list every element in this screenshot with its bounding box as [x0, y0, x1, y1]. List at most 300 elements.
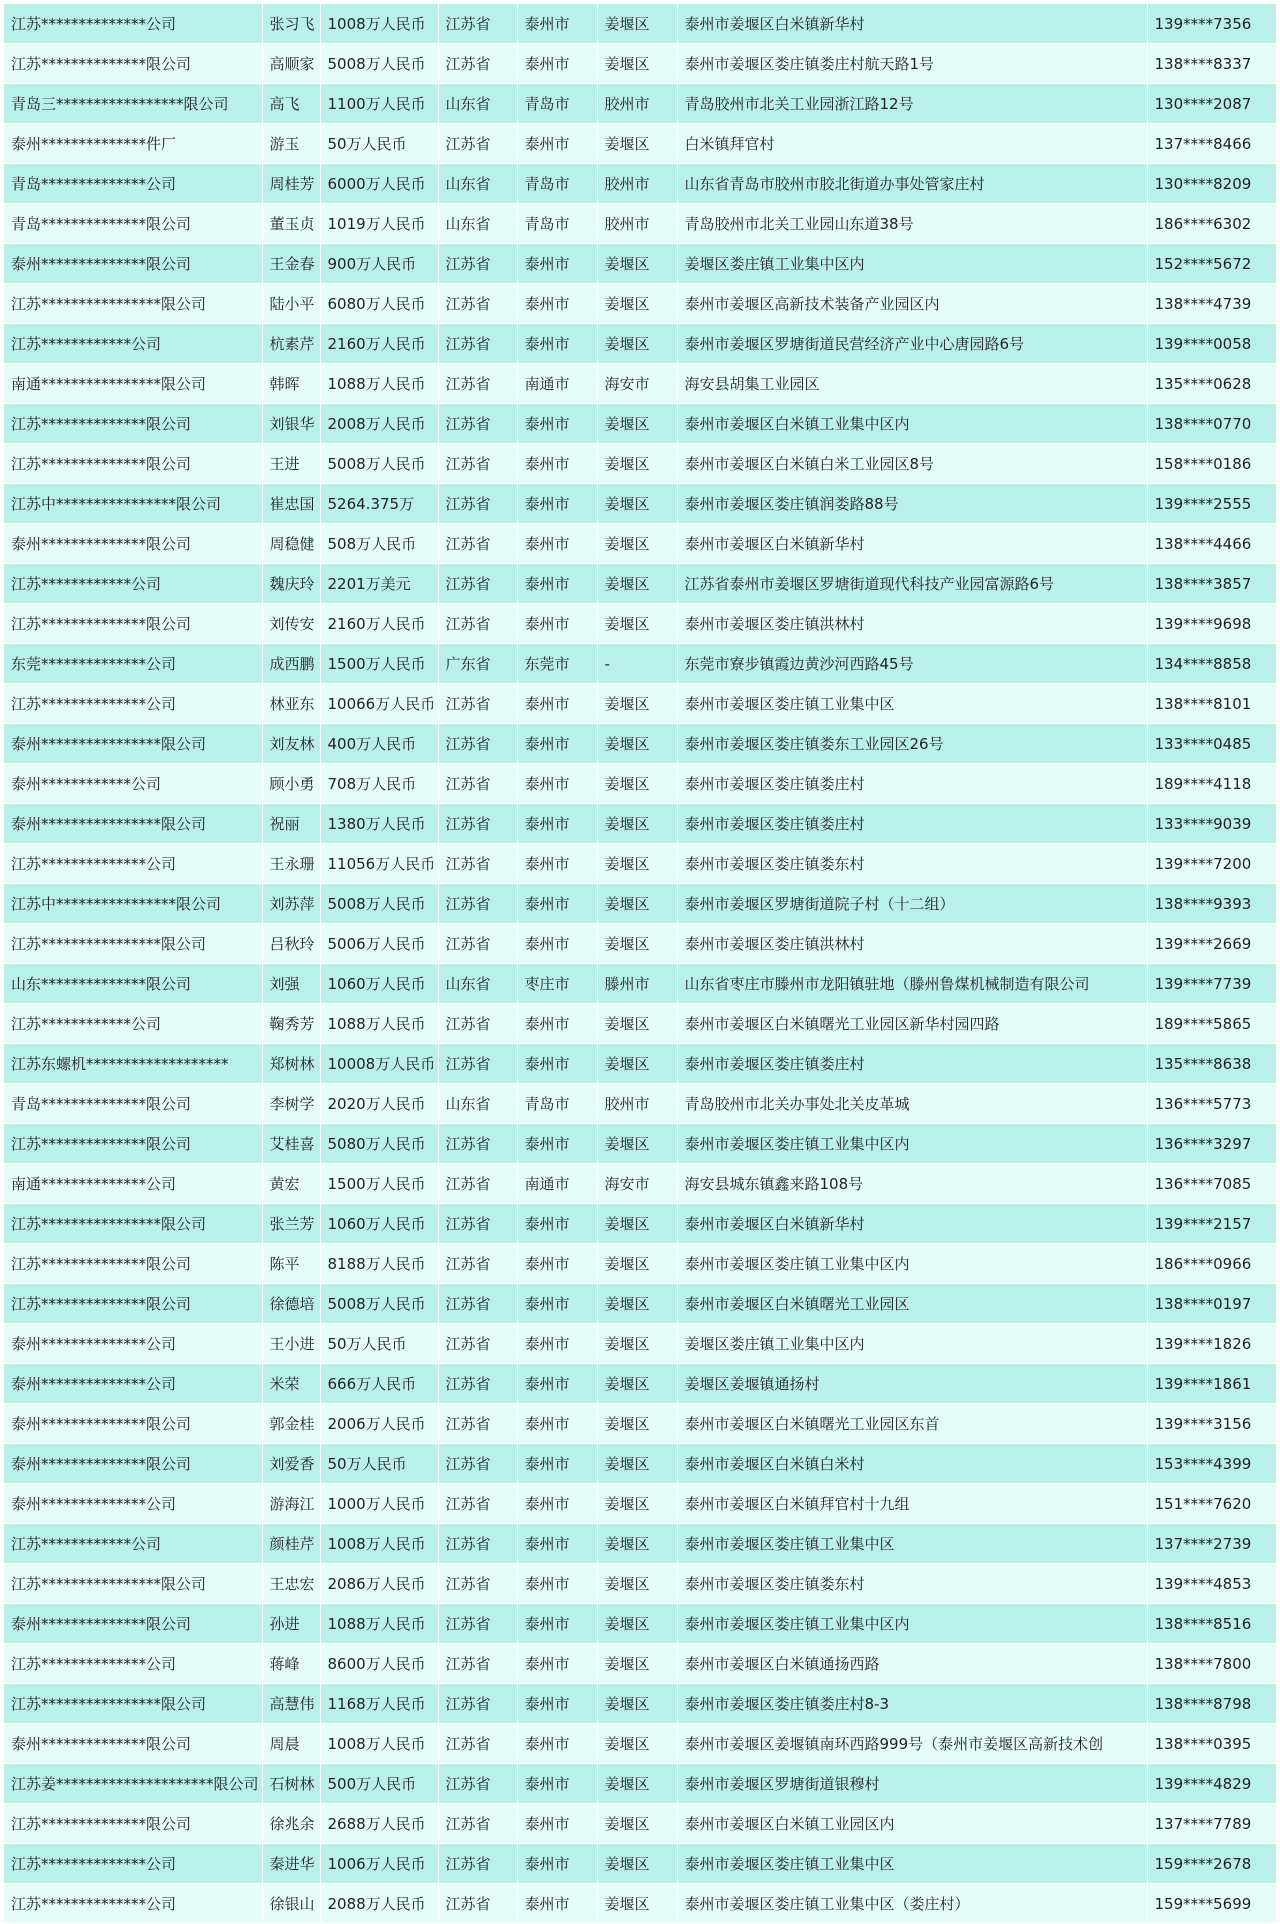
- district-cell: 姜堰区: [597, 1484, 677, 1524]
- address-cell: 泰州市姜堰区罗塘街道民营经济产业中心唐园路6号: [677, 324, 1147, 364]
- contact-name-cell: 王金春: [262, 244, 320, 284]
- phone-cell: 186****6302: [1147, 204, 1276, 244]
- province-cell: 江苏省: [438, 1324, 517, 1364]
- address-cell: 泰州市姜堰区娄庄镇工业集中区: [677, 684, 1147, 724]
- city-cell: 泰州市: [517, 924, 597, 964]
- province-cell: 江苏省: [438, 404, 517, 444]
- table-row: [4, 1324, 1276, 1364]
- address-cell: 泰州市姜堰区娄庄镇工业集中区（娄庄村）: [677, 1884, 1147, 1924]
- province-cell: 江苏省: [438, 1724, 517, 1764]
- contact-name-cell: 王进: [262, 444, 320, 484]
- table-row: [4, 1084, 1276, 1124]
- district-cell: 姜堰区: [597, 1404, 677, 1444]
- registered-capital-cell: 2006万人民币: [320, 1404, 438, 1444]
- registered-capital-cell: 2088万人民币: [320, 1884, 438, 1924]
- district-cell: 姜堰区: [597, 1124, 677, 1164]
- address-cell: 泰州市姜堰区娄庄镇娄东村: [677, 1564, 1147, 1604]
- registered-capital-cell: 5080万人民币: [320, 1124, 438, 1164]
- address-cell: 山东省枣庄市滕州市龙阳镇驻地（滕州鲁煤机械制造有限公司: [677, 964, 1147, 1004]
- phone-cell: 130****8209: [1147, 164, 1276, 204]
- table-row: [4, 1204, 1276, 1244]
- district-cell: 姜堰区: [597, 124, 677, 164]
- phone-cell: 138****0770: [1147, 404, 1276, 444]
- city-cell: 泰州市: [517, 284, 597, 324]
- registered-capital-cell: 1088万人民币: [320, 1604, 438, 1644]
- phone-cell: 139****1826: [1147, 1324, 1276, 1364]
- city-cell: 泰州市: [517, 1724, 597, 1764]
- registered-capital-cell: 2201万美元: [320, 564, 438, 604]
- city-cell: 泰州市: [517, 1404, 597, 1444]
- district-cell: 姜堰区: [597, 724, 677, 764]
- company-name-cell: 江苏************公司: [4, 324, 262, 364]
- company-name-cell: 泰州**************限公司: [4, 1444, 262, 1484]
- table-row: [4, 1884, 1276, 1924]
- registered-capital-cell: 500万人民币: [320, 1764, 438, 1804]
- table-row: [4, 964, 1276, 1004]
- city-cell: 泰州市: [517, 1044, 597, 1084]
- address-cell: 泰州市姜堰区娄庄镇洪林村: [677, 924, 1147, 964]
- company-name-cell: 江苏****************限公司: [4, 924, 262, 964]
- contact-name-cell: 秦进华: [262, 1844, 320, 1884]
- district-cell: 姜堰区: [597, 884, 677, 924]
- phone-cell: 139****2157: [1147, 1204, 1276, 1244]
- province-cell: 山东省: [438, 964, 517, 1004]
- registered-capital-cell: 1000万人民币: [320, 1484, 438, 1524]
- city-cell: 青岛市: [517, 164, 597, 204]
- province-cell: 江苏省: [438, 1484, 517, 1524]
- district-cell: 姜堰区: [597, 444, 677, 484]
- phone-cell: 139****7739: [1147, 964, 1276, 1004]
- contact-name-cell: 郭金桂: [262, 1404, 320, 1444]
- province-cell: 江苏省: [438, 484, 517, 524]
- province-cell: 江苏省: [438, 564, 517, 604]
- table-row: [4, 644, 1276, 684]
- city-cell: 泰州市: [517, 1244, 597, 1284]
- registered-capital-cell: 2160万人民币: [320, 604, 438, 644]
- table-row: [4, 884, 1276, 924]
- phone-cell: 139****2669: [1147, 924, 1276, 964]
- table-row: [4, 724, 1276, 764]
- phone-cell: 138****0197: [1147, 1284, 1276, 1324]
- phone-cell: 135****8638: [1147, 1044, 1276, 1084]
- registered-capital-cell: 1008万人民币: [320, 1524, 438, 1564]
- table-row: [4, 204, 1276, 244]
- city-cell: 泰州市: [517, 124, 597, 164]
- district-cell: 姜堰区: [597, 1444, 677, 1484]
- province-cell: 江苏省: [438, 924, 517, 964]
- district-cell: 姜堰区: [597, 604, 677, 644]
- contact-name-cell: 周稳健: [262, 524, 320, 564]
- city-cell: 泰州市: [517, 724, 597, 764]
- city-cell: 泰州市: [517, 324, 597, 364]
- company-name-cell: 江苏****************限公司: [4, 1684, 262, 1724]
- address-cell: 泰州市姜堰区白米镇白米村: [677, 1444, 1147, 1484]
- table-row: [4, 564, 1276, 604]
- district-cell: 姜堰区: [597, 844, 677, 884]
- company-name-cell: 泰州****************限公司: [4, 804, 262, 844]
- district-cell: 姜堰区: [597, 1804, 677, 1844]
- district-cell: 姜堰区: [597, 1604, 677, 1644]
- province-cell: 江苏省: [438, 1644, 517, 1684]
- phone-cell: 158****0186: [1147, 444, 1276, 484]
- province-cell: 江苏省: [438, 1004, 517, 1044]
- district-cell: 姜堰区: [597, 1844, 677, 1884]
- phone-cell: 189****4118: [1147, 764, 1276, 804]
- registered-capital-cell: 50万人民币: [320, 124, 438, 164]
- phone-cell: 138****8101: [1147, 684, 1276, 724]
- contact-name-cell: 韩晖: [262, 364, 320, 404]
- company-name-cell: 泰州**************公司: [4, 1484, 262, 1524]
- company-name-cell: 江苏**************限公司: [4, 1244, 262, 1284]
- company-name-cell: 江苏**************限公司: [4, 404, 262, 444]
- address-cell: 海安县城东镇鑫来路108号: [677, 1164, 1147, 1204]
- city-cell: 泰州市: [517, 1284, 597, 1324]
- company-name-cell: 江苏中****************限公司: [4, 484, 262, 524]
- table-row: [4, 324, 1276, 364]
- registered-capital-cell: 2008万人民币: [320, 404, 438, 444]
- address-cell: 泰州市姜堰区白米镇拜官村十九组: [677, 1484, 1147, 1524]
- city-cell: 泰州市: [517, 1444, 597, 1484]
- phone-cell: 138****0395: [1147, 1724, 1276, 1764]
- company-name-cell: 江苏**************公司: [4, 1884, 262, 1924]
- phone-cell: 139****7356: [1147, 4, 1276, 44]
- address-cell: 泰州市姜堰区娄庄镇工业集中区: [677, 1844, 1147, 1884]
- province-cell: 江苏省: [438, 1364, 517, 1404]
- district-cell: 姜堰区: [597, 1524, 677, 1564]
- district-cell: 姜堰区: [597, 1004, 677, 1044]
- phone-cell: 136****7085: [1147, 1164, 1276, 1204]
- phone-cell: 138****8798: [1147, 1684, 1276, 1724]
- table-row: [4, 1604, 1276, 1644]
- contact-name-cell: 成西鹏: [262, 644, 320, 684]
- registered-capital-cell: 1060万人民币: [320, 964, 438, 1004]
- registered-capital-cell: 8600万人民币: [320, 1644, 438, 1684]
- city-cell: 青岛市: [517, 204, 597, 244]
- company-name-cell: 山东**************限公司: [4, 964, 262, 1004]
- phone-cell: 139****3156: [1147, 1404, 1276, 1444]
- district-cell: 姜堰区: [597, 484, 677, 524]
- city-cell: 泰州市: [517, 404, 597, 444]
- contact-name-cell: 周桂芳: [262, 164, 320, 204]
- district-cell: 姜堰区: [597, 804, 677, 844]
- registered-capital-cell: 5008万人民币: [320, 884, 438, 924]
- phone-cell: 138****8516: [1147, 1604, 1276, 1644]
- province-cell: 山东省: [438, 164, 517, 204]
- registered-capital-cell: 1500万人民币: [320, 1164, 438, 1204]
- phone-cell: 186****0966: [1147, 1244, 1276, 1284]
- contact-name-cell: 王忠宏: [262, 1564, 320, 1604]
- address-cell: 泰州市姜堰区白米镇通扬西路: [677, 1644, 1147, 1684]
- registered-capital-cell: 1168万人民币: [320, 1684, 438, 1724]
- address-cell: 泰州市姜堰区白米镇新华村: [677, 1204, 1147, 1244]
- registered-capital-cell: 1019万人民币: [320, 204, 438, 244]
- table-row: [4, 1284, 1276, 1324]
- company-name-cell: 江苏****************限公司: [4, 1564, 262, 1604]
- registered-capital-cell: 1088万人民币: [320, 1004, 438, 1044]
- contact-name-cell: 刘苏萍: [262, 884, 320, 924]
- district-cell: -: [597, 644, 677, 684]
- city-cell: 青岛市: [517, 1084, 597, 1124]
- address-cell: 山东省青岛市胶州市胶北街道办事处管家庄村: [677, 164, 1147, 204]
- table-row: [4, 1044, 1276, 1084]
- company-name-cell: 江苏**************公司: [4, 844, 262, 884]
- contact-name-cell: 董玉贞: [262, 204, 320, 244]
- province-cell: 江苏省: [438, 1604, 517, 1644]
- city-cell: 泰州市: [517, 564, 597, 604]
- district-cell: 姜堰区: [597, 524, 677, 564]
- district-cell: 胶州市: [597, 84, 677, 124]
- city-cell: 南通市: [517, 1164, 597, 1204]
- registered-capital-cell: 10008万人民币: [320, 1044, 438, 1084]
- address-cell: 姜堰区娄庄镇工业集中区内: [677, 1324, 1147, 1364]
- table-row: [4, 1764, 1276, 1804]
- address-cell: 泰州市姜堰区娄庄镇润娄路88号: [677, 484, 1147, 524]
- address-cell: 姜堰区娄庄镇工业集中区内: [677, 244, 1147, 284]
- company-name-cell: 江苏**************限公司: [4, 1284, 262, 1324]
- address-cell: 姜堰区姜堰镇通扬村: [677, 1364, 1147, 1404]
- registered-capital-cell: 1088万人民币: [320, 364, 438, 404]
- province-cell: 江苏省: [438, 4, 517, 44]
- table-row: [4, 804, 1276, 844]
- contact-name-cell: 徐德培: [262, 1284, 320, 1324]
- city-cell: 枣庄市: [517, 964, 597, 1004]
- company-name-cell: 江苏中****************限公司: [4, 884, 262, 924]
- district-cell: 姜堰区: [597, 564, 677, 604]
- contact-name-cell: 王小进: [262, 1324, 320, 1364]
- district-cell: 姜堰区: [597, 764, 677, 804]
- registered-capital-cell: 50万人民币: [320, 1324, 438, 1364]
- province-cell: 江苏省: [438, 1404, 517, 1444]
- phone-cell: 137****2739: [1147, 1524, 1276, 1564]
- phone-cell: 138****4739: [1147, 284, 1276, 324]
- district-cell: 姜堰区: [597, 1244, 677, 1284]
- table-row: [4, 364, 1276, 404]
- address-cell: 泰州市姜堰区娄庄镇娄庄村: [677, 1044, 1147, 1084]
- city-cell: 泰州市: [517, 844, 597, 884]
- city-cell: 泰州市: [517, 804, 597, 844]
- province-cell: 江苏省: [438, 1164, 517, 1204]
- province-cell: 江苏省: [438, 1564, 517, 1604]
- province-cell: 广东省: [438, 644, 517, 684]
- contact-name-cell: 游海江: [262, 1484, 320, 1524]
- registered-capital-cell: 5264.375万: [320, 484, 438, 524]
- phone-cell: 139****4829: [1147, 1764, 1276, 1804]
- address-cell: 东莞市寮步镇霞边黄沙河西路45号: [677, 644, 1147, 684]
- company-name-cell: 东莞**************公司: [4, 644, 262, 684]
- table-row: [4, 1524, 1276, 1564]
- table-body: [4, 4, 1276, 1924]
- address-cell: 泰州市姜堰区白米镇曙光工业园区: [677, 1284, 1147, 1324]
- registered-capital-cell: 1380万人民币: [320, 804, 438, 844]
- contact-name-cell: 周晨: [262, 1724, 320, 1764]
- city-cell: 泰州市: [517, 1884, 597, 1924]
- phone-cell: 153****4399: [1147, 1444, 1276, 1484]
- phone-cell: 139****9698: [1147, 604, 1276, 644]
- table-row: [4, 404, 1276, 444]
- phone-cell: 137****7789: [1147, 1804, 1276, 1844]
- table-row: [4, 1644, 1276, 1684]
- address-cell: 泰州市姜堰区娄庄镇工业集中区: [677, 1524, 1147, 1564]
- registered-capital-cell: 2160万人民币: [320, 324, 438, 364]
- phone-cell: 139****7200: [1147, 844, 1276, 884]
- table-row: [4, 44, 1276, 84]
- province-cell: 江苏省: [438, 1844, 517, 1884]
- city-cell: 泰州市: [517, 44, 597, 84]
- district-cell: 姜堰区: [597, 284, 677, 324]
- address-cell: 泰州市姜堰区娄庄镇娄庄村: [677, 804, 1147, 844]
- table-row: [4, 764, 1276, 804]
- district-cell: 胶州市: [597, 1084, 677, 1124]
- phone-cell: 137****8466: [1147, 124, 1276, 164]
- company-name-cell: 泰州**************限公司: [4, 1404, 262, 1444]
- province-cell: 江苏省: [438, 244, 517, 284]
- registered-capital-cell: 1008万人民币: [320, 4, 438, 44]
- province-cell: 江苏省: [438, 1764, 517, 1804]
- phone-cell: 152****5672: [1147, 244, 1276, 284]
- province-cell: 江苏省: [438, 1524, 517, 1564]
- city-cell: 泰州市: [517, 4, 597, 44]
- province-cell: 江苏省: [438, 1124, 517, 1164]
- company-name-cell: 江苏**************公司: [4, 1844, 262, 1884]
- table-row: [4, 1404, 1276, 1444]
- contact-name-cell: 魏庆玲: [262, 564, 320, 604]
- registered-capital-cell: 708万人民币: [320, 764, 438, 804]
- city-cell: 泰州市: [517, 1564, 597, 1604]
- registered-capital-cell: 5008万人民币: [320, 444, 438, 484]
- address-cell: 海安县胡集工业园区: [677, 364, 1147, 404]
- contact-name-cell: 石树林: [262, 1764, 320, 1804]
- company-name-cell: 泰州**************限公司: [4, 244, 262, 284]
- district-cell: 姜堰区: [597, 1764, 677, 1804]
- province-cell: 江苏省: [438, 44, 517, 84]
- contact-name-cell: 米荣: [262, 1364, 320, 1404]
- contact-name-cell: 顾小勇: [262, 764, 320, 804]
- district-cell: 海安市: [597, 1164, 677, 1204]
- table-row: [4, 1004, 1276, 1044]
- city-cell: 泰州市: [517, 684, 597, 724]
- table-row: [4, 1564, 1276, 1604]
- province-cell: 江苏省: [438, 364, 517, 404]
- company-name-cell: 江苏**************限公司: [4, 1804, 262, 1844]
- company-name-cell: 泰州**************限公司: [4, 1724, 262, 1764]
- company-name-cell: 泰州**************公司: [4, 1324, 262, 1364]
- registered-capital-cell: 2688万人民币: [320, 1804, 438, 1844]
- address-cell: 泰州市姜堰区白米镇新华村: [677, 4, 1147, 44]
- company-name-cell: 泰州**************公司: [4, 1364, 262, 1404]
- district-cell: 胶州市: [597, 204, 677, 244]
- address-cell: 泰州市姜堰区高新技术装备产业园区内: [677, 284, 1147, 324]
- city-cell: 泰州市: [517, 1764, 597, 1804]
- company-name-cell: 江苏************公司: [4, 564, 262, 604]
- registered-capital-cell: 8188万人民币: [320, 1244, 438, 1284]
- phone-cell: 151****7620: [1147, 1484, 1276, 1524]
- table-row: [4, 924, 1276, 964]
- company-name-cell: 南通****************限公司: [4, 364, 262, 404]
- table-row: [4, 604, 1276, 644]
- province-cell: 江苏省: [438, 1244, 517, 1284]
- district-cell: 姜堰区: [597, 1684, 677, 1724]
- district-cell: 姜堰区: [597, 1644, 677, 1684]
- phone-cell: 139****1861: [1147, 1364, 1276, 1404]
- city-cell: 泰州市: [517, 524, 597, 564]
- contact-name-cell: 徐银山: [262, 1884, 320, 1924]
- table-row: [4, 1804, 1276, 1844]
- province-cell: 江苏省: [438, 284, 517, 324]
- registered-capital-cell: 6000万人民币: [320, 164, 438, 204]
- table-row: [4, 684, 1276, 724]
- city-cell: 泰州市: [517, 1684, 597, 1724]
- district-cell: 姜堰区: [597, 1324, 677, 1364]
- city-cell: 泰州市: [517, 1604, 597, 1644]
- address-cell: 泰州市姜堰区娄庄镇工业集中区内: [677, 1604, 1147, 1644]
- contact-name-cell: 高飞: [262, 84, 320, 124]
- address-cell: 泰州市姜堰区娄庄镇娄东工业园区26号: [677, 724, 1147, 764]
- phone-cell: 136****5773: [1147, 1084, 1276, 1124]
- contact-name-cell: 高慧伟: [262, 1684, 320, 1724]
- province-cell: 江苏省: [438, 1884, 517, 1924]
- address-cell: 白米镇拜官村: [677, 124, 1147, 164]
- district-cell: 姜堰区: [597, 924, 677, 964]
- phone-cell: 133****0485: [1147, 724, 1276, 764]
- contact-name-cell: 郑树林: [262, 1044, 320, 1084]
- province-cell: 江苏省: [438, 724, 517, 764]
- registered-capital-cell: 900万人民币: [320, 244, 438, 284]
- company-name-cell: 江苏****************限公司: [4, 1204, 262, 1244]
- city-cell: 泰州市: [517, 1484, 597, 1524]
- company-table: [4, 4, 1277, 1924]
- phone-cell: 135****0628: [1147, 364, 1276, 404]
- phone-cell: 138****8337: [1147, 44, 1276, 84]
- contact-name-cell: 林亚东: [262, 684, 320, 724]
- city-cell: 泰州市: [517, 244, 597, 284]
- contact-name-cell: 徐兆余: [262, 1804, 320, 1844]
- address-cell: 青岛胶州市北关办事处北关皮革城: [677, 1084, 1147, 1124]
- table-row: [4, 844, 1276, 884]
- province-cell: 江苏省: [438, 1684, 517, 1724]
- address-cell: 泰州市姜堰区娄庄镇娄庄村: [677, 764, 1147, 804]
- company-name-cell: 江苏东螺机*******************: [4, 1044, 262, 1084]
- contact-name-cell: 鞠秀芳: [262, 1004, 320, 1044]
- company-name-cell: 江苏************公司: [4, 1004, 262, 1044]
- company-name-cell: 青岛**************限公司: [4, 1084, 262, 1124]
- city-cell: 泰州市: [517, 1524, 597, 1564]
- table-row: [4, 244, 1276, 284]
- registered-capital-cell: 1100万人民币: [320, 84, 438, 124]
- district-cell: 姜堰区: [597, 4, 677, 44]
- registered-capital-cell: 400万人民币: [320, 724, 438, 764]
- city-cell: 泰州市: [517, 1644, 597, 1684]
- address-cell: 泰州市姜堰区罗塘街道银穆村: [677, 1764, 1147, 1804]
- company-name-cell: 江苏**************限公司: [4, 604, 262, 644]
- district-cell: 姜堰区: [597, 404, 677, 444]
- company-name-cell: 青岛三*****************限公司: [4, 84, 262, 124]
- contact-name-cell: 刘友林: [262, 724, 320, 764]
- city-cell: 泰州市: [517, 1324, 597, 1364]
- company-name-cell: 江苏**************限公司: [4, 444, 262, 484]
- table-row: [4, 1684, 1276, 1724]
- phone-cell: 139****4853: [1147, 1564, 1276, 1604]
- phone-cell: 138****7800: [1147, 1644, 1276, 1684]
- company-name-cell: 江苏**************公司: [4, 1644, 262, 1684]
- table-row: [4, 524, 1276, 564]
- address-cell: 泰州市姜堰区白米镇白米工业园区8号: [677, 444, 1147, 484]
- contact-name-cell: 艾桂喜: [262, 1124, 320, 1164]
- address-cell: 江苏省泰州市姜堰区罗塘街道现代科技产业园富源路6号: [677, 564, 1147, 604]
- contact-name-cell: 孙进: [262, 1604, 320, 1644]
- district-cell: 姜堰区: [597, 1564, 677, 1604]
- province-cell: 江苏省: [438, 804, 517, 844]
- province-cell: 山东省: [438, 84, 517, 124]
